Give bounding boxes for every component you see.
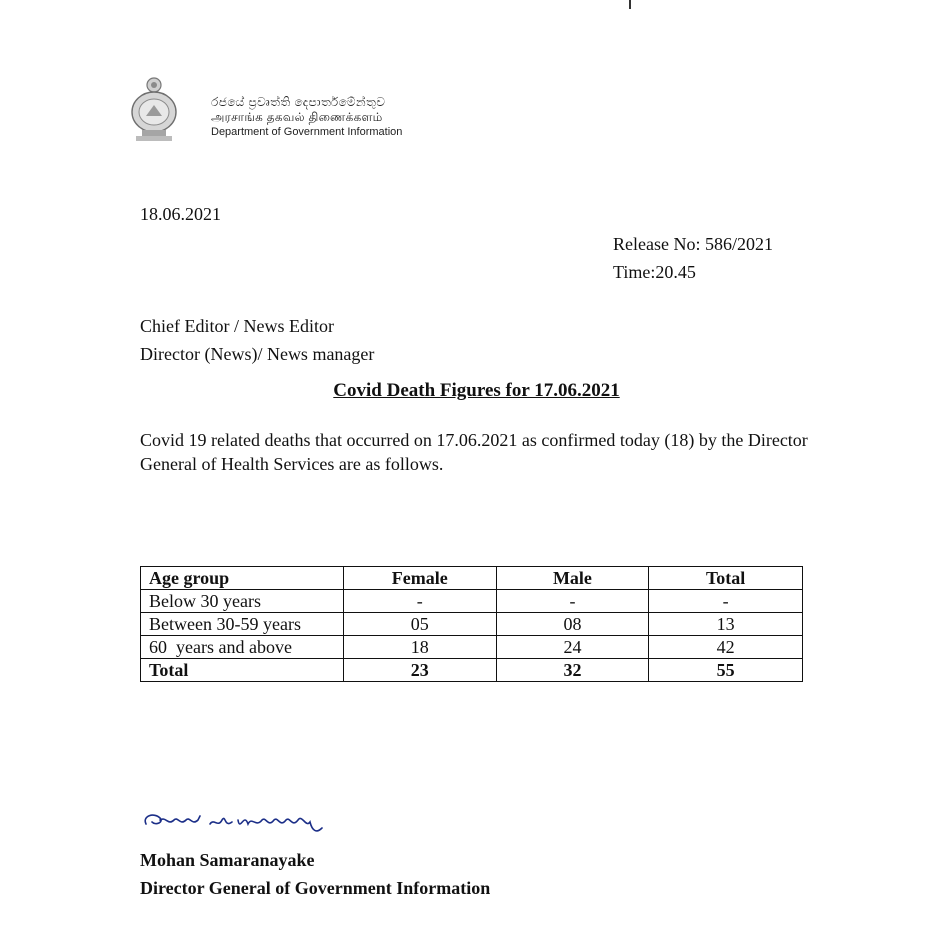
table-header-row [141,567,803,590]
document-title: Covid Death Figures for 17.06.2021 [333,380,620,401]
release-date: 18.06.2021 [140,204,221,224]
column-header: Female [343,567,496,590]
addressees [140,312,374,368]
male-cell: - [496,590,649,613]
top-edge-mark [629,0,631,9]
age-group-cell: Below 30 years [141,590,344,613]
signatory-title: Director General of Government Information [140,878,491,898]
total-label-cell: Total [141,659,344,682]
department-name-tamil: அரசாங்க தகவல் திணைக்களம் [211,110,383,124]
total-cell: - [649,590,803,613]
male-cell: 08 [496,613,649,636]
column-header: Total [649,567,803,590]
column-header: Male [496,567,649,590]
table-row [141,613,803,636]
table-total-row [141,659,803,682]
release-number: Release No: 586/2021 [613,234,773,254]
male-cell: 24 [496,636,649,659]
release-time: Time:20.45 [613,262,696,282]
addressee-line: Director (News)/ News manager [140,344,375,364]
department-name-english: Department of Government Information [211,126,403,138]
government-emblem-icon [128,72,180,144]
female-cell: 05 [343,613,496,636]
signature-icon [140,806,340,842]
total-cell: 42 [649,636,803,659]
female-total-cell: 23 [343,659,496,682]
department-header [211,95,402,140]
body-paragraph: Covid 19 related deaths that occurred on 17.06.2021 as confirmed today (18) by the Director General of Health Services are as follows. [140,430,808,474]
male-total-cell: 32 [496,659,649,682]
signatory-block [140,846,490,902]
grand-total-cell: 55 [649,659,803,682]
column-header: Age group [141,567,344,590]
addressee-line: Chief Editor / News Editor [140,316,334,336]
department-name-sinhala: රජයේ ප්‍රවෘත්ති දෙපාර්තමේන්තුව [211,95,386,109]
age-group-cell: Between 30-59 years [141,613,344,636]
table-row [141,590,803,613]
release-info [613,230,773,286]
death-figures-table [140,566,803,682]
female-cell: - [343,590,496,613]
signatory-name: Mohan Samaranayake [140,850,315,870]
age-group-cell: 60 years and above [141,636,344,659]
table-row [141,636,803,659]
female-cell: 18 [343,636,496,659]
total-cell: 13 [649,613,803,636]
